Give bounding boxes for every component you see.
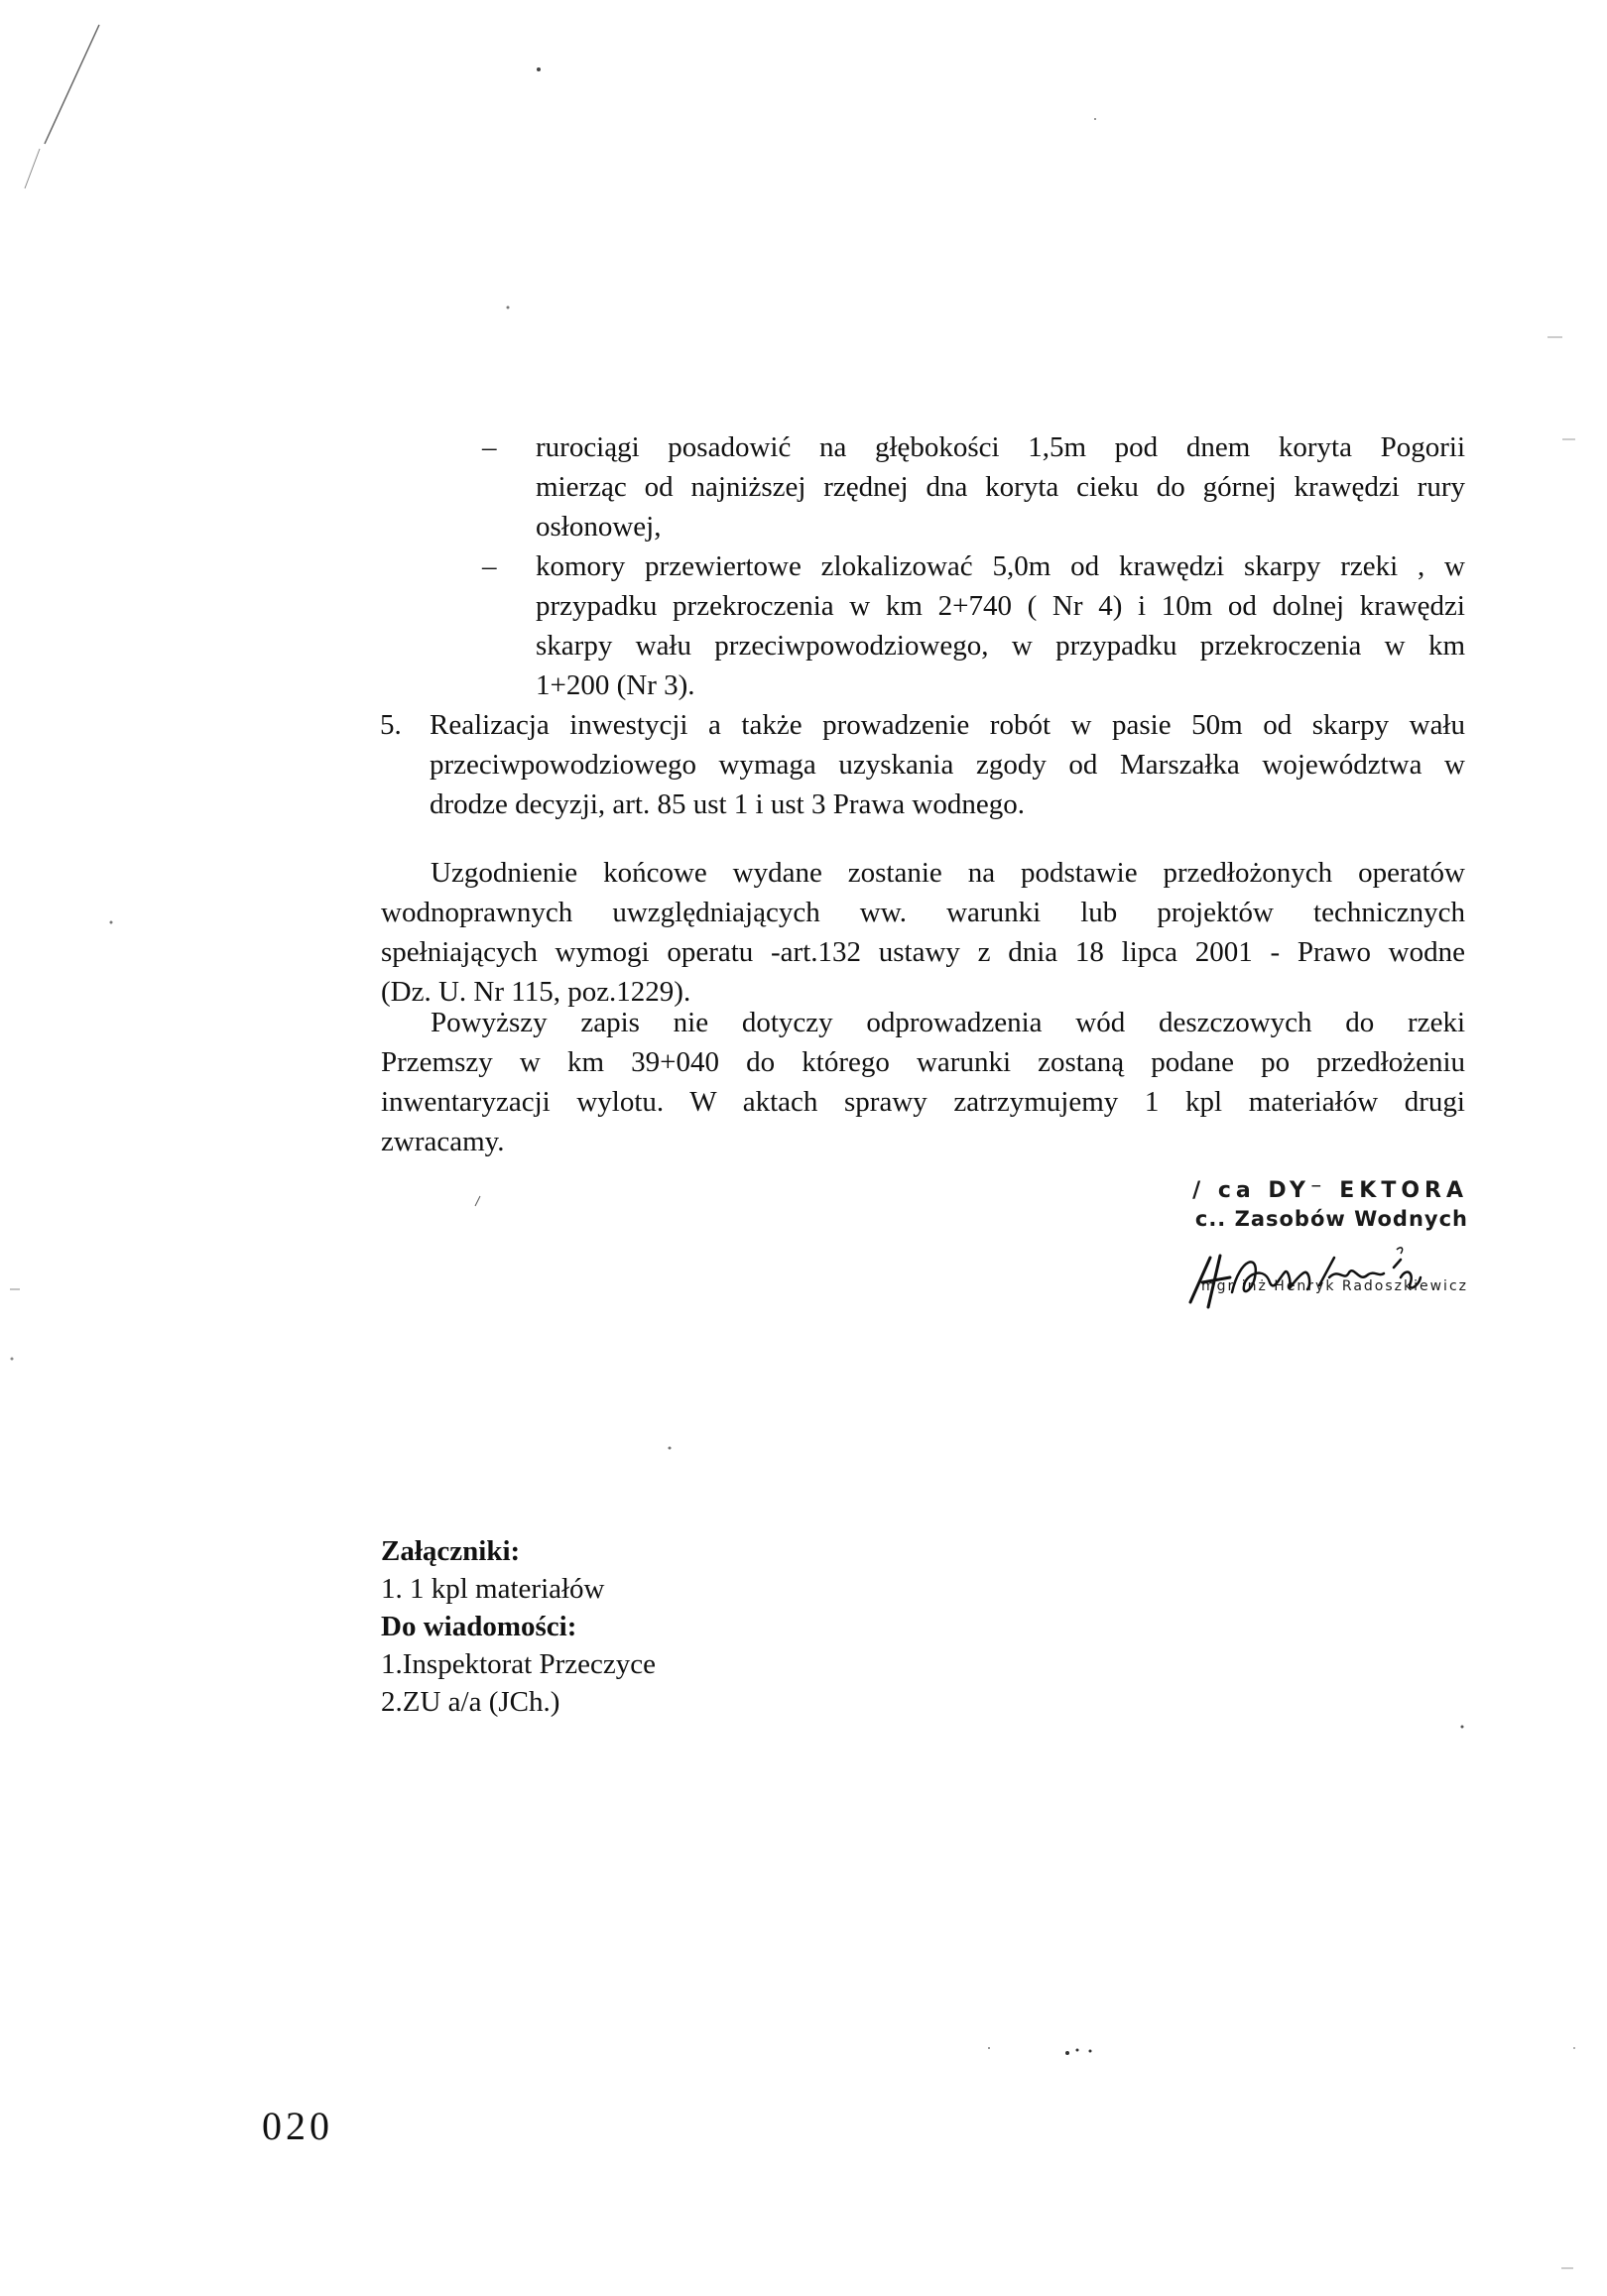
handwritten-signature: [1171, 1238, 1448, 1317]
stamp-signatory-name: mgr inż Henryk Radoszkiewicz: [1201, 1278, 1468, 1294]
attachment-item-1: 1. 1 kpl materiałów: [381, 1573, 605, 1605]
paragraph-2-line-4: zwracamy.: [381, 1126, 505, 1157]
attachments-section: [381, 1532, 656, 1721]
paragraph-1-line-2: wodnoprawnych uwzględniających ww. warunki lub projektów technicznych: [381, 897, 1465, 928]
item-5-number: 5.: [380, 709, 402, 741]
stamp-title: / ca DY⁻ EKTORA: [1192, 1178, 1468, 1203]
bullet-1-line-2: mierząc od najniższej rzędnej dna koryta cieku do górnej krawędzi rury: [536, 471, 1465, 503]
attachments-heading: Załączniki:: [381, 1535, 521, 1567]
item-5-line-1: Realizacja inwestycji a także prowadzenie robót w pasie 50m od skarpy wału: [430, 709, 1465, 741]
bullet-2-line-4: 1+200 (Nr 3).: [536, 669, 695, 701]
cc-heading: Do wiadomości:: [381, 1611, 577, 1642]
paragraph-2-line-2: Przemszy w km 39+040 do którego warunki zostaną podane po przedłożeniu: [381, 1046, 1465, 1078]
item-5-line-3: drodze decyzji, art. 85 ust 1 i ust 3 Prawa wodnego.: [430, 788, 1025, 820]
page-number: 020: [262, 2104, 333, 2148]
paragraph-2-line-3: inwentaryzacji wylotu. W aktach sprawy zatrzymujemy 1 kpl materiałów drugi: [381, 1086, 1465, 1118]
bullet-dash-1: –: [482, 431, 497, 463]
item-5-line-2: przeciwpowodziowego wymaga uzyskania zgody od Marszałka województwa w: [430, 749, 1465, 781]
bullet-1-line-3: osłonowej,: [536, 511, 662, 543]
paragraph-note: [381, 1003, 1465, 1161]
cc-item-2: 2.ZU a/a (JCh.): [381, 1686, 560, 1718]
paragraph-1-line-4: (Dz. U. Nr 115, poz.1229).: [381, 976, 691, 1008]
bullet-2-line-2: przypadku przekroczenia w km 2+740 ( Nr 4) i 10m od dolnej krawędzi: [536, 590, 1465, 622]
bullet-2-line-1: komory przewiertowe zlokalizować 5,0m od krawędzi skarpy rzeki , w: [536, 550, 1465, 582]
bullet-item-1: [536, 427, 1465, 546]
bullet-dash-2: –: [482, 550, 497, 582]
paragraph-1-line-3: spełniających wymogi operatu -art.132 ustawy z dnia 18 lipca 2001 - Prawo wodne: [381, 936, 1465, 968]
paragraph-2-line-1: Powyższy zapis nie dotyczy odprowadzenia wód deszczowych do rzeki: [431, 1007, 1465, 1038]
bullet-1-line-1: rurociągi posadowić na głębokości 1,5m pod dnem koryta Pogorii: [536, 431, 1465, 463]
paragraph-agreement: [381, 853, 1465, 1012]
bullet-item-2: [536, 546, 1465, 705]
cc-item-1: 1.Inspektorat Przeczyce: [381, 1648, 656, 1680]
item-5-text: [430, 705, 1465, 824]
paragraph-1-line-1: Uzgodnienie końcowe wydane zostanie na podstawie przedłożonych operatów: [431, 857, 1465, 889]
stamp-department: c.. Zasobów Wodnych: [1194, 1207, 1468, 1231]
bullet-2-line-3: skarpy wału przeciwpowodziowego, w przypadku przekroczenia w km: [536, 630, 1465, 662]
